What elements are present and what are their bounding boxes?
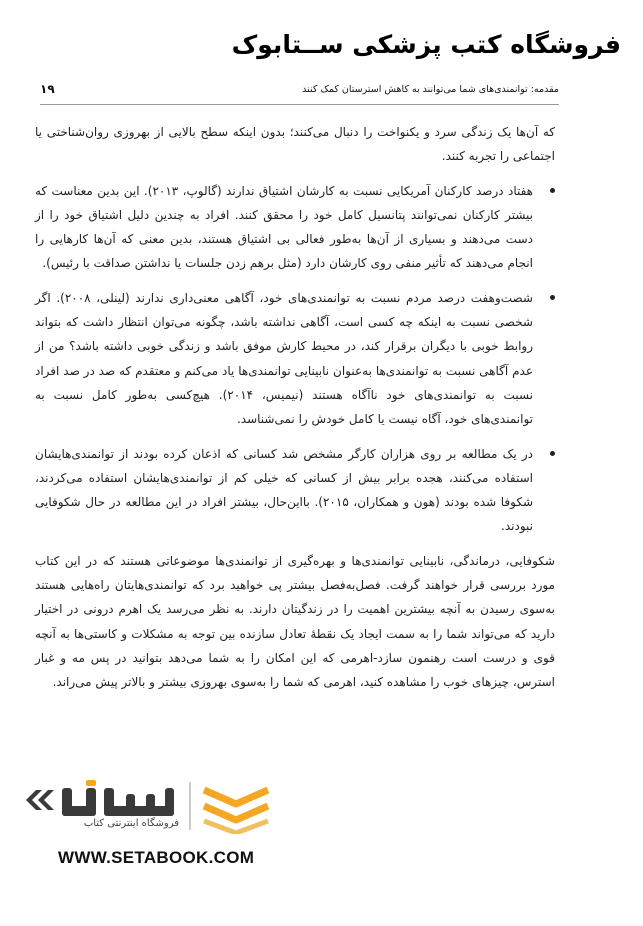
page-body	[35, 120, 555, 705]
page-number: ۱۹	[40, 82, 55, 96]
bullet-icon	[550, 451, 555, 456]
logo-divider	[189, 782, 191, 830]
list-item	[35, 442, 555, 539]
chapter-title: مقدمه: توانمندی‌های شما می‌توانند به کاهش استرستان کمک کنند	[302, 84, 559, 95]
list-item	[35, 179, 555, 276]
setabook-logo	[24, 778, 274, 838]
website-url: WWW.SETABOOK.COM	[58, 848, 255, 867]
list-item	[35, 286, 555, 432]
book-chevrons-icon	[200, 784, 272, 834]
bullet-icon	[550, 295, 555, 300]
store-title: فروشگاه کتب پزشکی ســتابوک	[231, 30, 621, 59]
bullet-text: شصت‌وهفت درصد مردم نسبت به توانمندی‌های خود، آگاهی معنی‌داری ندارند (لینلی، ۲۰۰۸). اگر شخصی نسبت به اینکه چه کسی است، آگاهی نداشته باشد، چگونه می‌توان انتظار داشت که بتواند روابط خوبی با دیگران برقرار کند، در محیط کارش موفق باشد و زندگی خوبی داشته باشد؟ من از عدم آگاهی نسبت به توانمندی‌ها به‌عنوان نابینایی توانمندی‌ها یاد می‌کنم و معتقدم که صد در صد افراد نسبت به توانمندی‌های خود ناآگاه هستند (نیمیس، ۲۰۱۴). هیچ‌کسی به‌طور کامل نسبت به توانمندی‌های خود، آگاه نیست یا کامل خودش را نمی‌شناسد.	[35, 290, 533, 427]
closing-paragraph: شکوفایی، درماندگی، نابینایی توانمندی‌ها و بهره‌گیری از توانمندی‌ها موضوعاتی هستند که در این کتاب مورد بررسی قرار خواهند گرفت. فصل‌به‌فصل بیشتر پی خواهید برد که توانمندی‌هایتان راه‌هایی هستند به‌سوی رسیدن به آنچه بیشترین اهمیت را در زندگیتان دارند. به نظر می‌رسد یک اهرم درونی در اختیار دارید که می‌تواند شما را به سمت ایجاد یک نقطهٔ تعادل سازنده بین توجه به مشکلات و کاستی‌ها به آنچه قوی و درست است رهنمون سازد-اهرمی که این امکان را به شما می‌دهد بتوانید در پس مه و غبار استرس، چیزهای خوب را مشاهده کنید، اهرمی که شما را به‌سوی بهروزی بیشتر و بالاتر پیش می‌راند.	[35, 553, 555, 690]
bullet-text: هفتاد درصد کارکنان آمریکایی نسبت به کارشان اشتیاق ندارند (گالوپ، ۲۰۱۳). این بدین معناست که بیشتر کارکنان نمی‌توانند پتانسیل کامل خود را محقق کنند. افراد به چندین دلیل اشتیاق خود را از دست می‌دهند و بسیاری از آن‌ها به‌طور فعالی بی اشتیاق هستند، بدین معنی که آن‌ها کارهایی را انجام می‌دهند که تأثیر منفی روی کارشان دارد (مثل برهم زدن جلسات یا نداشتن صداقت با رئیس).	[35, 183, 533, 271]
logo-tagline: فروشگاه اینترنتی کتاب	[83, 818, 179, 829]
bullet-icon	[550, 188, 555, 193]
bullet-text: در یک مطالعه بر روی هزاران کارگر مشخص شد کسانی که اذعان کرده بودند از توانمندی‌هایشان استفاده می‌کنند، هجده برابر بیش از کسانی که خیلی کم از توانمندی‌هایشان استفاده می‌کردند، شکوفا شده بودند (هون و همکاران، ۲۰۱۵). بااین‌حال، بیشتر افراد در این مطالعه در حال شکوفایی نبودند.	[35, 446, 533, 534]
intro-paragraph: که آن‌ها یک زندگی سرد و یکنواخت را دنبال می‌کنند؛ بدون اینکه سطح بالایی از بهروزی روان‌شناختی یا اجتماعی را تجربه کنند.	[35, 125, 555, 164]
bullet-list	[35, 179, 555, 539]
running-head	[40, 84, 559, 105]
